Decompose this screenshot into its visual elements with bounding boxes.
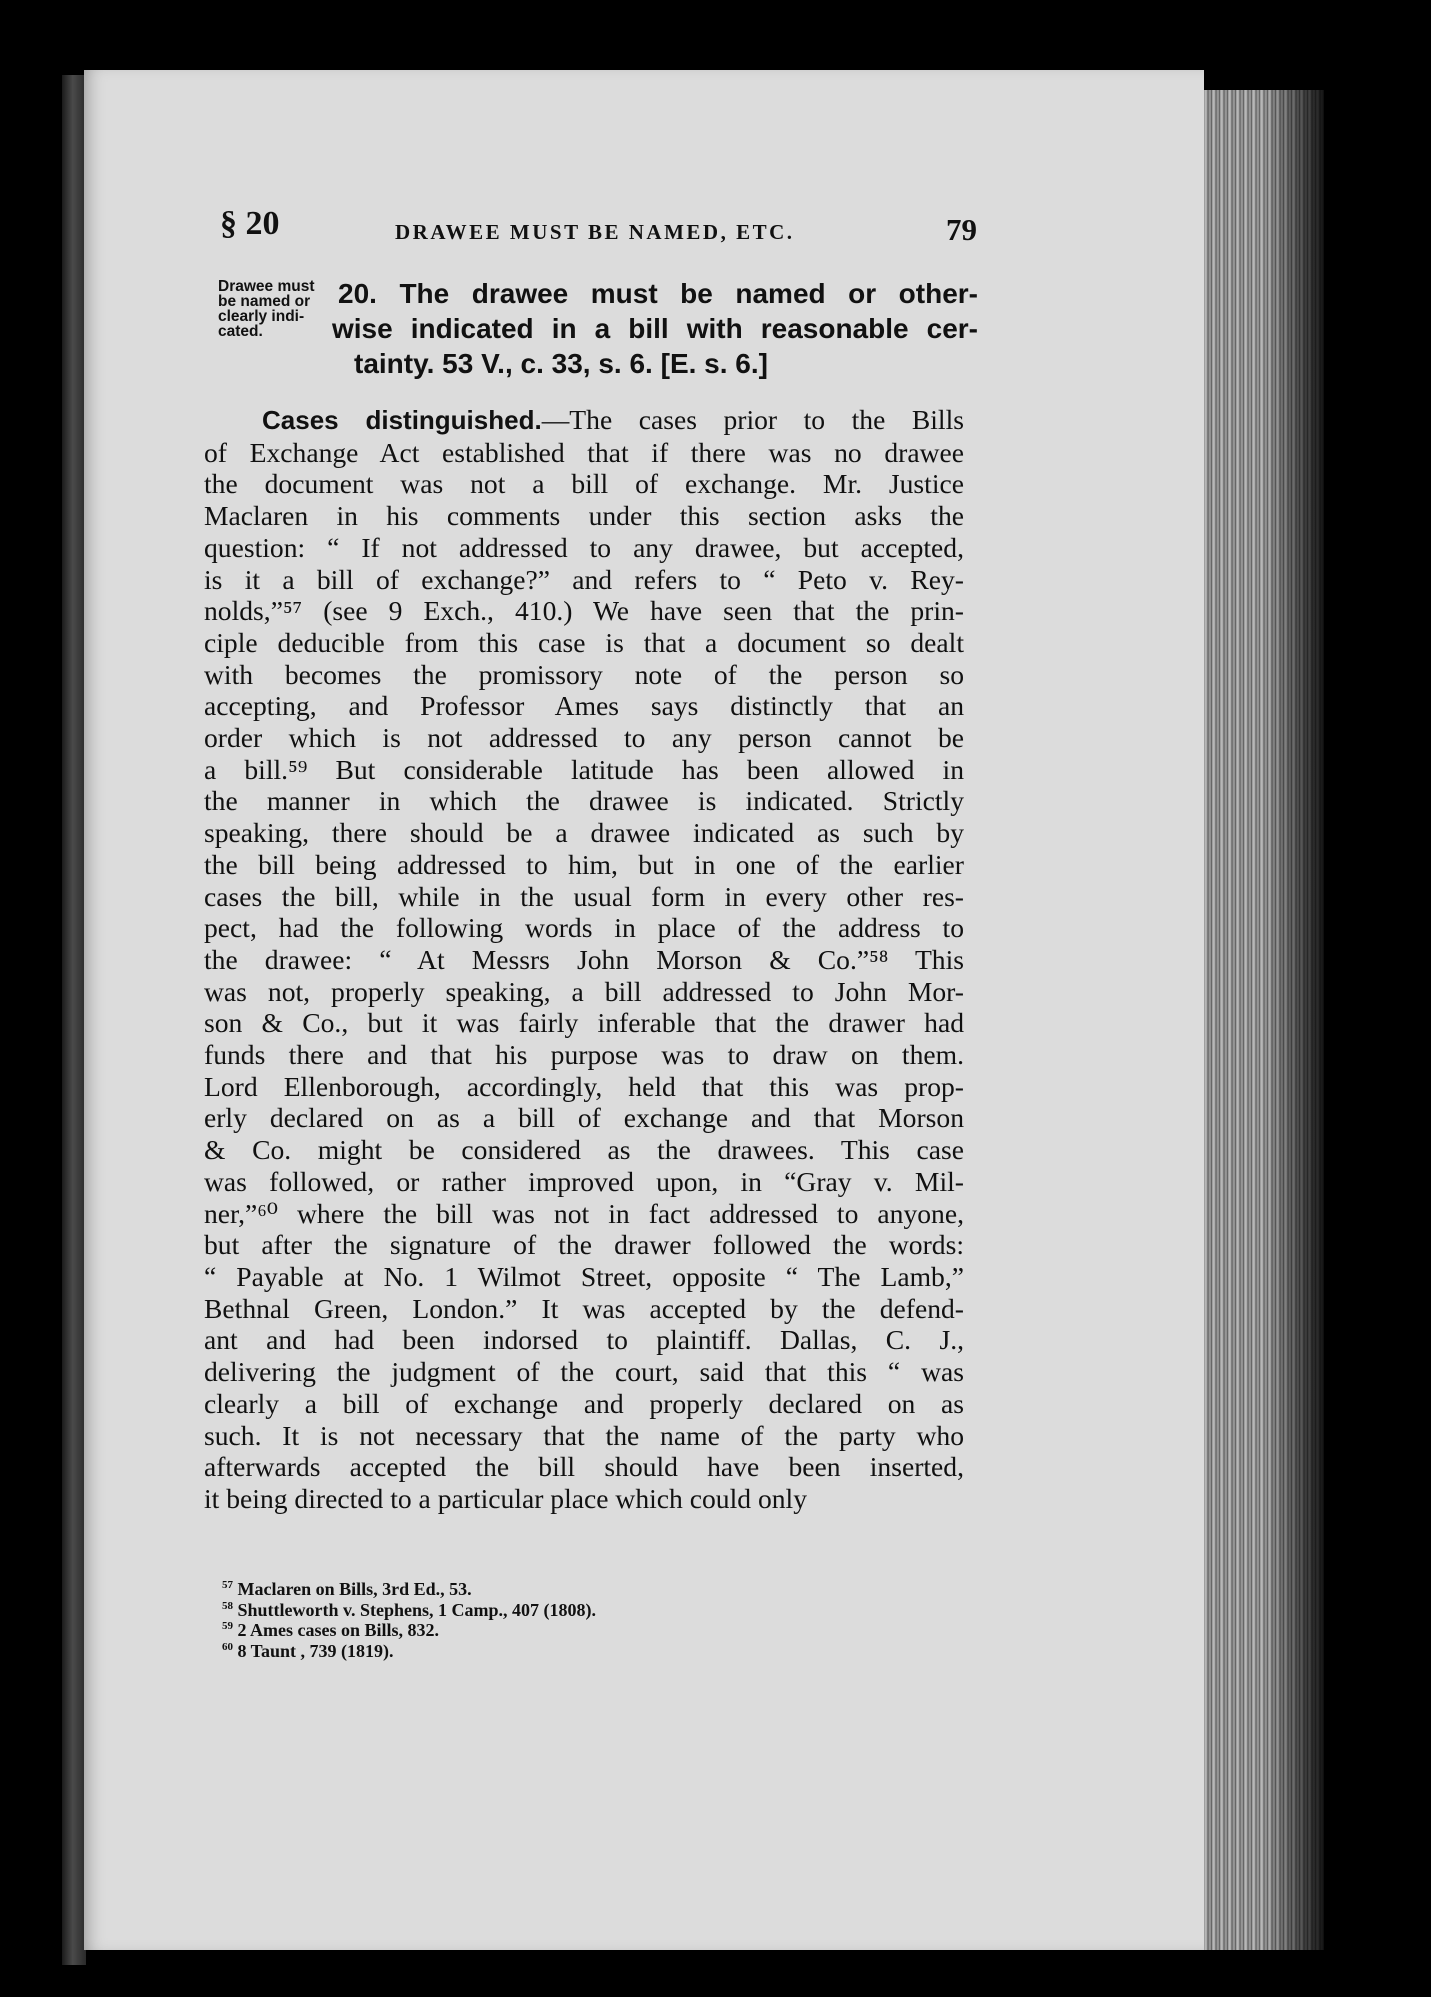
page-stack-edge [1204,90,1324,1950]
margin-note-line: Drawee must [218,278,315,295]
body-line: was not, properly speaking, a bill addressed to John Mor- [204,975,964,1007]
margin-note-line: cated. [218,323,263,340]
body-first-line [204,404,964,437]
body-line: afterwards accepted the bill should have been inserted, [204,1451,964,1483]
body-line: nolds,”⁵⁷ (see 9 Exch., 410.) We have seen that the prin- [204,595,964,627]
section-heading-line: wise indicated in a bill with reasonable cer- [332,313,978,344]
body-line: Bethnal Green, London.” It was accepted by the defend- [204,1292,964,1324]
running-head: DRAWEE MUST BE NAMED, ETC. [395,220,795,244]
footnote [222,1639,782,1660]
body-text [204,404,964,1515]
body-line: delivering the judgment of the court, said that this “ was [204,1356,964,1388]
body-line: ant and had been indorsed to plaintiff. Dallas, C. J., [204,1324,964,1356]
body-line: Lord Ellenborough, accordingly, held that this was prop- [204,1070,964,1102]
body-line: the drawee: “ At Messrs John Morson & Co.”⁵⁸ This [204,943,964,975]
footnote [222,1598,782,1619]
margin-note [218,279,348,339]
footnote-number: 58 [222,1599,233,1612]
body-line: pect, had the following words in place of the address to [204,912,964,944]
body-line: son & Co., but it was fairly inferable that the drawer had [204,1007,964,1039]
body-line: the bill being addressed to him, but in one of the earlier [204,848,964,880]
footnotes [222,1577,782,1659]
footnote-text: 8 Taunt , 739 (1819). [237,1640,394,1661]
footnote-text: Maclaren on Bills, 3rd Ed., 53. [237,1579,472,1599]
body-lines [204,437,964,1515]
footnote-number: 60 [222,1640,233,1653]
body-line: was followed, or rather improved upon, in “Gray v. Mil- [204,1165,964,1197]
body-line: the document was not a bill of exchange. Mr. Justice [204,468,964,500]
run-in-heading: Cases distinguished. [262,405,542,435]
body-line: ner,”⁶⁰ where the bill was not in fact addressed to anyone, [204,1197,964,1229]
section-mark: § 20 [220,205,280,242]
body-line: order which is not addressed to any person cannot be [204,722,964,754]
body-line: with becomes the promissory note of the person so [204,658,964,690]
body-line: ciple deducible from this case is that a document so dealt [204,626,964,658]
footnote-number: 59 [222,1620,233,1632]
body-line: & Co. might be considered as the drawees. This case [204,1134,964,1166]
margin-note-line: be named or [218,293,311,310]
body-first-line-text: —The cases prior to the Bills [541,404,964,435]
body-line: “ Payable at No. 1 Wilmot Street, opposite “ The Lamb,” [204,1260,964,1292]
section-heading-line: tainty. 53 V., c. 33, s. 6. [E. s. 6.] [354,348,768,379]
body-line: clearly a bill of exchange and properly declared on as [204,1387,964,1419]
page-number: 79 [946,212,977,247]
body-line: such. It is not necessary that the name of the party who [204,1419,964,1451]
body-line: but after the signature of the drawer followed the words: [204,1229,964,1261]
margin-note-line: clearly indi- [218,308,305,325]
binding-edge [62,75,86,1965]
body-line: question: “ If not addressed to any drawee, but accepted, [204,531,964,563]
body-line: speaking, there should be a drawee indicated as such by [204,817,964,849]
body-line: Maclaren in his comments under this section asks the [204,500,964,532]
body-line: cases the bill, while in the usual form in every other res- [204,880,964,912]
body-line: it being directed to a particular place which could only [204,1482,808,1514]
footnote-text: Shuttleworth v. Stephens, 1 Camp., 407 (1808). [237,1599,597,1620]
section-heading-line: 20. The drawee must be named or other- [338,278,978,309]
body-line: funds there and that his purpose was to draw on them. [204,1039,964,1071]
body-line: accepting, and Professor Ames says distinctly that an [204,690,964,722]
footnote [222,1577,782,1598]
body-line: is it a bill of exchange?” and refers to “ Peto v. Rey- [204,563,964,595]
body-line: a bill.⁵⁹ But considerable latitude has been allowed in [204,753,964,785]
body-line: of Exchange Act established that if there was no drawee [204,436,964,468]
body-line: the manner in which the drawee is indicated. Strictly [204,785,964,817]
footnote [222,1618,782,1639]
footnote-number: 57 [222,1579,233,1591]
section-heading [332,276,978,381]
footnote-text: 2 Ames cases on Bills, 832. [237,1620,440,1640]
body-line: erly declared on as a bill of exchange and that Morson [204,1102,964,1134]
